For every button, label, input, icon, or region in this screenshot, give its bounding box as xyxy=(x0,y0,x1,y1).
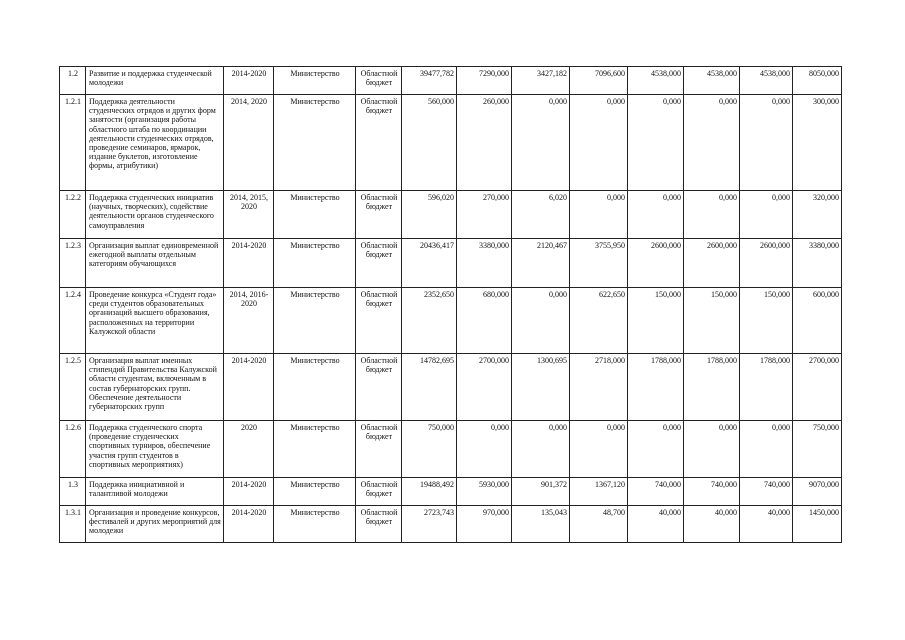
row-number: 1.2.5 xyxy=(60,354,86,421)
value-cell: 4538,000 xyxy=(684,67,740,95)
funding-source: Областной бюджет xyxy=(356,354,402,421)
funding-source: Областной бюджет xyxy=(356,288,402,354)
funding-source: Областной бюджет xyxy=(356,67,402,95)
funding-source: Областной бюджет xyxy=(356,191,402,239)
period: 2014-2020 xyxy=(224,478,274,506)
value-cell: 1367,120 xyxy=(570,478,628,506)
value-cell: 1788,000 xyxy=(684,354,740,421)
measure-name: Проведение конкурса «Студент года» среди студентов образовательных организаций высшего образования, расположенных на территории Калужской области xyxy=(86,288,224,354)
executor: Министерство xyxy=(274,421,356,478)
value-cell: 600,000 xyxy=(793,288,842,354)
value-cell: 0,000 xyxy=(570,191,628,239)
value-cell: 40,000 xyxy=(628,506,684,543)
value-cell: 135,043 xyxy=(512,506,570,543)
period: 2014-2020 xyxy=(224,67,274,95)
value-cell: 740,000 xyxy=(740,478,793,506)
measure-name: Поддержка инициативной и талантливой молодежи xyxy=(86,478,224,506)
executor: Министерство xyxy=(274,191,356,239)
value-cell: 2600,000 xyxy=(628,239,684,288)
value-cell: 740,000 xyxy=(628,478,684,506)
value-cell: 2700,000 xyxy=(457,354,512,421)
value-cell: 1450,000 xyxy=(793,506,842,543)
measure-name: Поддержка студенческого спорта (проведение студенческих спортивных турниров, обеспечение участия групп студентов в спортивных мероприятиях) xyxy=(86,421,224,478)
value-cell: 3427,182 xyxy=(512,67,570,95)
value-cell: 0,000 xyxy=(684,95,740,191)
value-cell: 2600,000 xyxy=(684,239,740,288)
executor: Министерство xyxy=(274,354,356,421)
executor: Министерство xyxy=(274,288,356,354)
funding-source: Областной бюджет xyxy=(356,506,402,543)
value-cell: 560,000 xyxy=(402,95,457,191)
period: 2020 xyxy=(224,421,274,478)
value-cell: 0,000 xyxy=(628,191,684,239)
value-cell: 40,000 xyxy=(684,506,740,543)
period: 2014, 2015, 2020 xyxy=(224,191,274,239)
budget-table xyxy=(59,66,842,543)
value-cell: 970,000 xyxy=(457,506,512,543)
value-cell: 750,000 xyxy=(402,421,457,478)
value-cell: 5930,000 xyxy=(457,478,512,506)
value-cell: 1788,000 xyxy=(628,354,684,421)
funding-source: Областной бюджет xyxy=(356,239,402,288)
measure-name: Развитие и поддержка студенческой молодежи xyxy=(86,67,224,95)
table-row xyxy=(60,354,842,421)
executor: Министерство xyxy=(274,506,356,543)
measure-name: Организация и проведение конкурсов, фестивалей и других мероприятий для молодежи xyxy=(86,506,224,543)
measure-name: Поддержка деятельности студенческих отрядов и других форм занятости (организация работы областного штаба по координации деятельности студенческих отрядов, проведение семинаров, ярмарок, издание буклетов, изготовление формы, атрибутики) xyxy=(86,95,224,191)
executor: Министерство xyxy=(274,239,356,288)
period: 2014-2020 xyxy=(224,506,274,543)
table-row xyxy=(60,191,842,239)
value-cell: 901,372 xyxy=(512,478,570,506)
value-cell: 0,000 xyxy=(512,421,570,478)
value-cell: 2718,000 xyxy=(570,354,628,421)
row-number: 1.3.1 xyxy=(60,506,86,543)
measure-name: Поддержка студенческих инициатив (научных, творческих), содействие деятельности органов студенческого самоуправления xyxy=(86,191,224,239)
value-cell: 3380,000 xyxy=(793,239,842,288)
value-cell: 48,700 xyxy=(570,506,628,543)
executor: Министерство xyxy=(274,95,356,191)
value-cell: 0,000 xyxy=(628,95,684,191)
table-row xyxy=(60,67,842,95)
value-cell: 0,000 xyxy=(457,421,512,478)
value-cell: 14782,695 xyxy=(402,354,457,421)
funding-source: Областной бюджет xyxy=(356,478,402,506)
period: 2014, 2016-2020 xyxy=(224,288,274,354)
value-cell: 150,000 xyxy=(740,288,793,354)
value-cell: 0,000 xyxy=(740,191,793,239)
value-cell: 4538,000 xyxy=(628,67,684,95)
period: 2014-2020 xyxy=(224,239,274,288)
table-row xyxy=(60,478,842,506)
row-number: 1.2.3 xyxy=(60,239,86,288)
row-number: 1.2 xyxy=(60,67,86,95)
value-cell: 680,000 xyxy=(457,288,512,354)
period: 2014-2020 xyxy=(224,354,274,421)
value-cell: 2700,000 xyxy=(793,354,842,421)
value-cell: 150,000 xyxy=(628,288,684,354)
row-number: 1.3 xyxy=(60,478,86,506)
value-cell: 19488,492 xyxy=(402,478,457,506)
value-cell: 7096,600 xyxy=(570,67,628,95)
executor: Министерство xyxy=(274,478,356,506)
value-cell: 622,650 xyxy=(570,288,628,354)
table-row xyxy=(60,506,842,543)
table-row xyxy=(60,288,842,354)
table-body xyxy=(60,67,842,543)
row-number: 1.2.2 xyxy=(60,191,86,239)
value-cell: 0,000 xyxy=(740,95,793,191)
row-number: 1.2.6 xyxy=(60,421,86,478)
value-cell: 300,000 xyxy=(793,95,842,191)
value-cell: 1788,000 xyxy=(740,354,793,421)
value-cell: 39477,782 xyxy=(402,67,457,95)
value-cell: 0,000 xyxy=(570,421,628,478)
value-cell: 4538,000 xyxy=(740,67,793,95)
funding-source: Областной бюджет xyxy=(356,421,402,478)
row-number: 1.2.4 xyxy=(60,288,86,354)
table-row xyxy=(60,95,842,191)
value-cell: 8050,000 xyxy=(793,67,842,95)
value-cell: 2120,467 xyxy=(512,239,570,288)
value-cell: 0,000 xyxy=(684,191,740,239)
table-row xyxy=(60,421,842,478)
value-cell: 740,000 xyxy=(684,478,740,506)
value-cell: 150,000 xyxy=(684,288,740,354)
value-cell: 2600,000 xyxy=(740,239,793,288)
value-cell: 2352,650 xyxy=(402,288,457,354)
value-cell: 320,000 xyxy=(793,191,842,239)
value-cell: 0,000 xyxy=(570,95,628,191)
value-cell: 750,000 xyxy=(793,421,842,478)
value-cell: 260,000 xyxy=(457,95,512,191)
value-cell: 270,000 xyxy=(457,191,512,239)
value-cell: 0,000 xyxy=(512,288,570,354)
value-cell: 596,020 xyxy=(402,191,457,239)
table-row xyxy=(60,239,842,288)
value-cell: 2723,743 xyxy=(402,506,457,543)
funding-source: Областной бюджет xyxy=(356,95,402,191)
value-cell: 9070,000 xyxy=(793,478,842,506)
value-cell: 0,000 xyxy=(512,95,570,191)
value-cell: 20436,417 xyxy=(402,239,457,288)
period: 2014, 2020 xyxy=(224,95,274,191)
value-cell: 40,000 xyxy=(740,506,793,543)
executor: Министерство xyxy=(274,67,356,95)
value-cell: 3755,950 xyxy=(570,239,628,288)
value-cell: 0,000 xyxy=(628,421,684,478)
measure-name: Организация выплат именных стипендий Правительства Калужской области студентам, включенным в состав губернаторских групп. Обеспечение деятельности губернаторских групп xyxy=(86,354,224,421)
value-cell: 7290,000 xyxy=(457,67,512,95)
value-cell: 1300,695 xyxy=(512,354,570,421)
row-number: 1.2.1 xyxy=(60,95,86,191)
value-cell: 0,000 xyxy=(684,421,740,478)
value-cell: 6,020 xyxy=(512,191,570,239)
value-cell: 0,000 xyxy=(740,421,793,478)
value-cell: 3380,000 xyxy=(457,239,512,288)
measure-name: Организация выплат единовременной ежегодной выплаты отдельным категориям обучающихся xyxy=(86,239,224,288)
